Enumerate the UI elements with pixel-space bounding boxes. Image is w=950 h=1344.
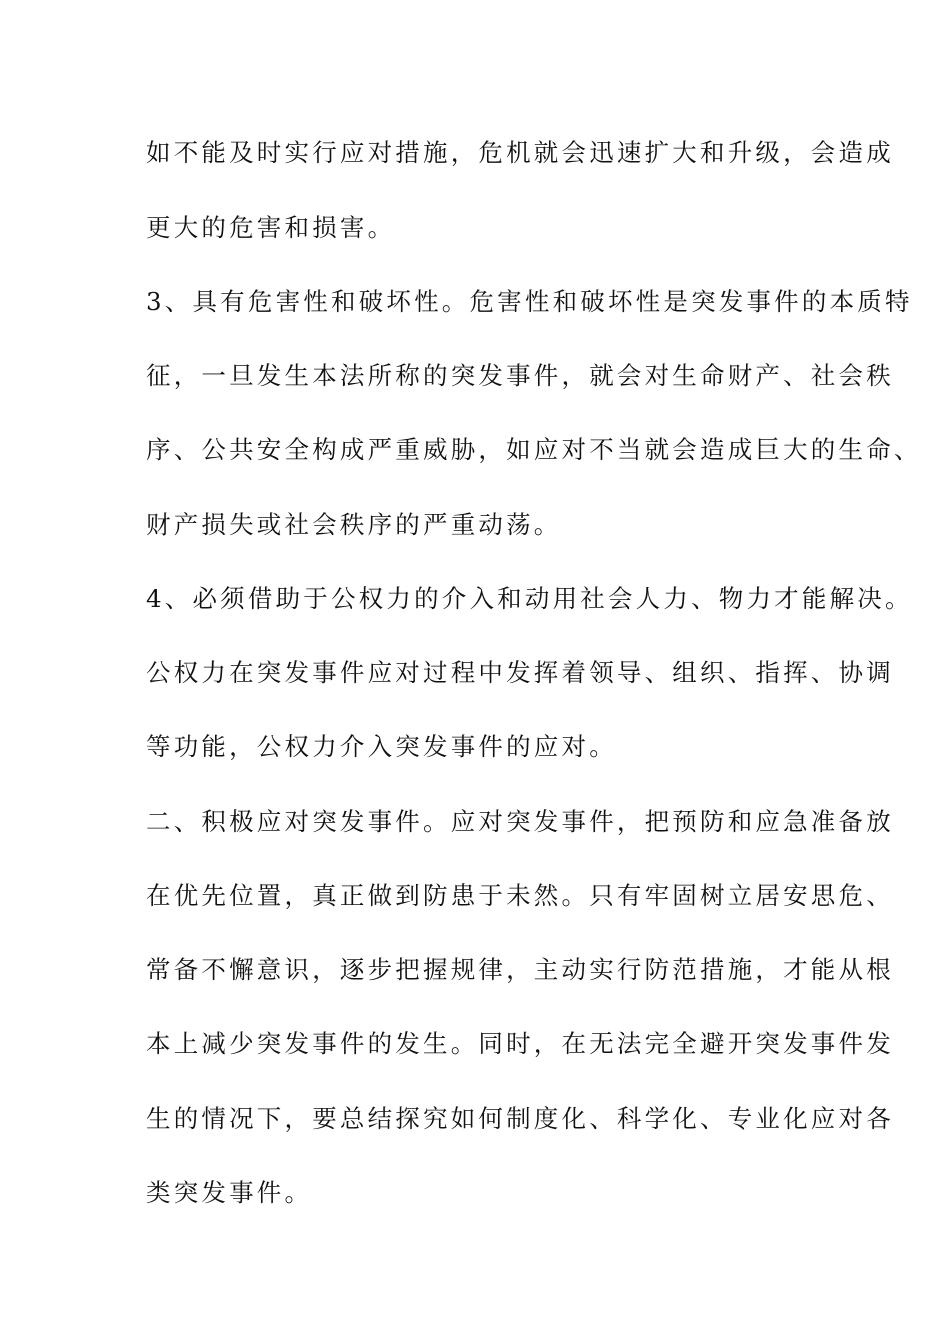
text-line-12: 常备不懈意识，逐步把握规律，主动实行防范措施，才能从根 [146, 955, 894, 984]
text-line-14: 生的情况下，要总结探究如何制度化、科学化、专业化应对各 [146, 1104, 894, 1133]
text-line-2: 更大的危害和损害。 [146, 213, 396, 242]
text-line-3: 3、具有危害性和破坏性。危害性和破坏性是突发事件的本质特 [146, 287, 913, 316]
text-line-10: 二、积极应对突发事件。应对突发事件，把预防和应急准备放 [146, 807, 894, 836]
text-line-4: 征，一旦发生本法所称的突发事件，就会对生命财产、社会秩 [146, 361, 894, 390]
text-line-6: 财产损失或社会秩序的严重动荡。 [146, 510, 562, 539]
text-line-7: 4、必须借助于公权力的介入和动用社会人力、物力才能解决。 [146, 584, 913, 613]
text-line-1: 如不能及时实行应对措施，危机就会迅速扩大和升级，会造成 [146, 138, 894, 167]
text-line-8: 公权力在突发事件应对过程中发挥着领导、组织、指挥、协调 [146, 658, 894, 687]
text-line-15: 类突发事件。 [146, 1178, 313, 1207]
text-line-9: 等功能，公权力介入突发事件的应对。 [146, 732, 617, 761]
text-line-5: 序、公共安全构成严重威胁，如应对不当就会造成巨大的生命、 [146, 435, 922, 464]
text-line-11: 在优先位置，真正做到防患于未然。只有牢固树立居安思危、 [146, 881, 894, 910]
text-line-13: 本上减少突发事件的发生。同时，在无法完全避开突发事件发 [146, 1029, 894, 1058]
